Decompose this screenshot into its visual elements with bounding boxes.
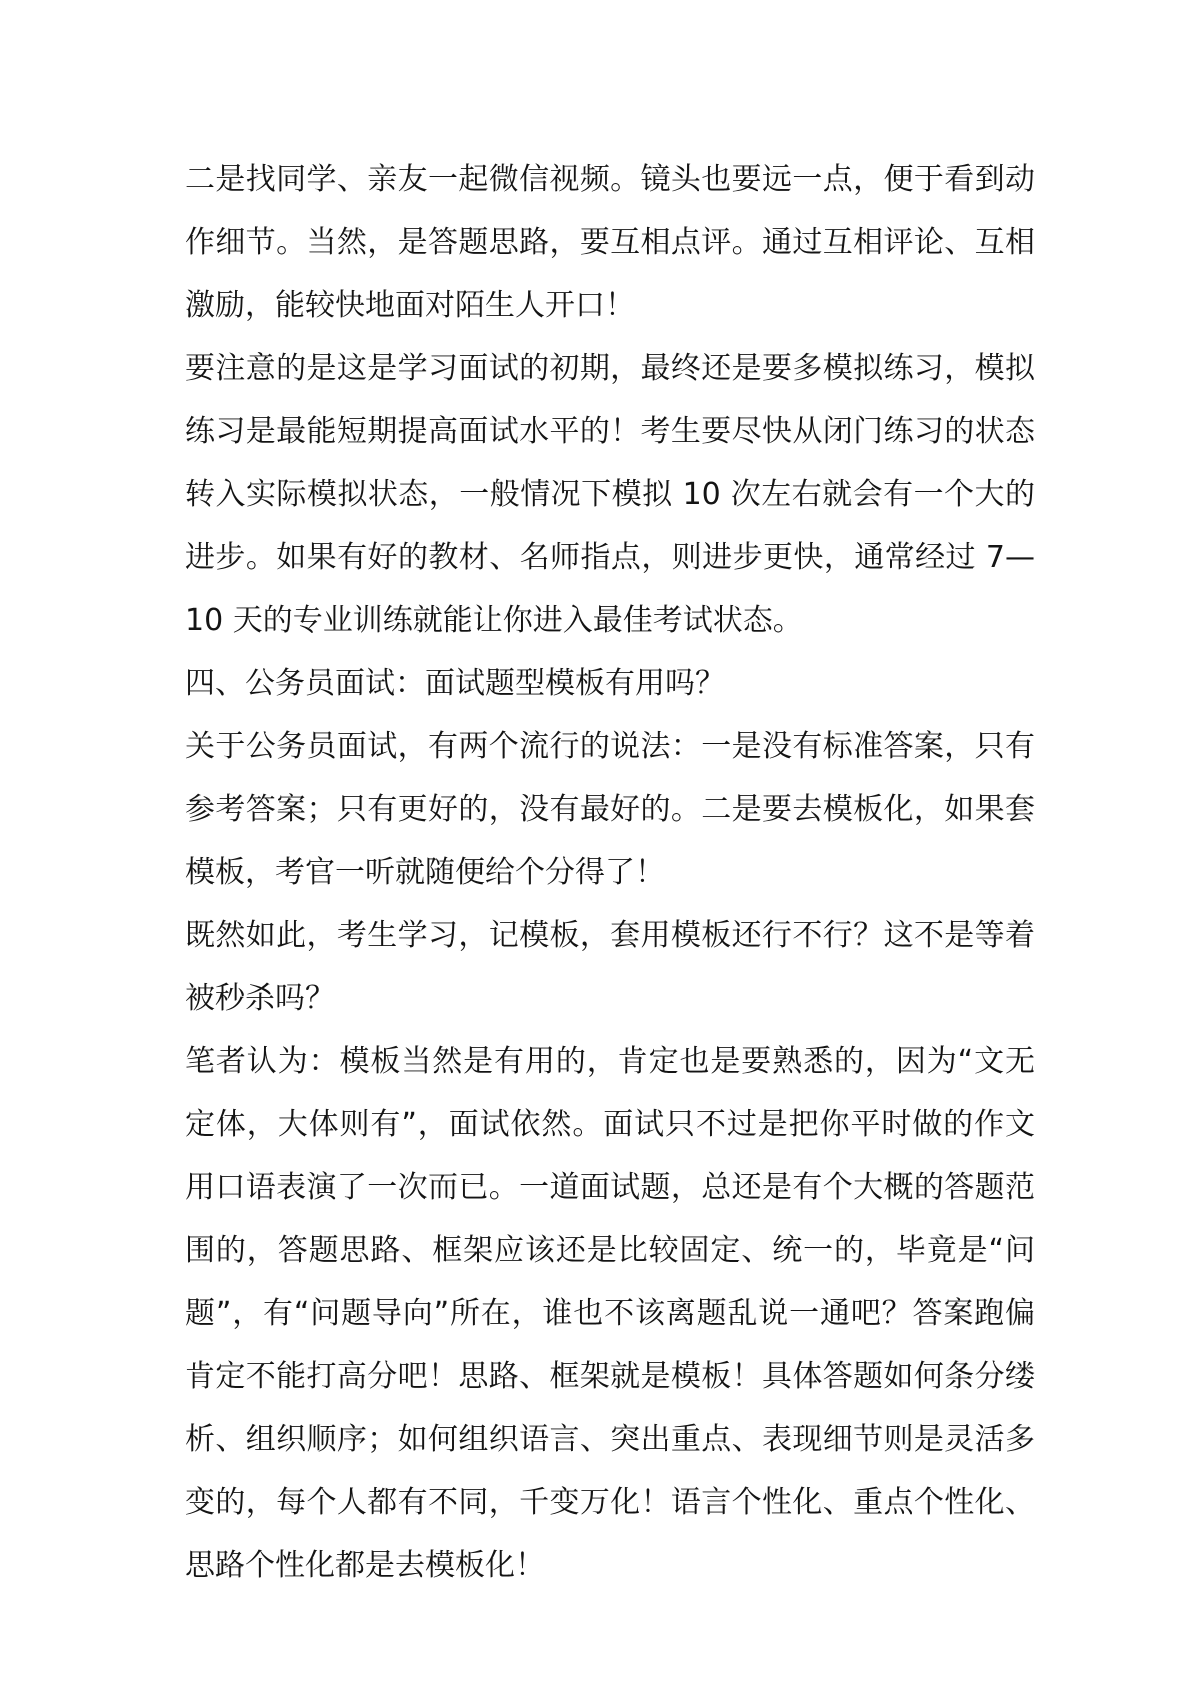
paragraph-question: 既然如此，考生学习，记模板，套用模板还行不行？这不是等着被秒杀吗？ <box>185 918 1035 1016</box>
paragraph-two-sayings: 关于公务员面试，有两个流行的说法：一是没有标准答案，只有参考答案；只有更好的，没有最好的。二是要去模板化，如果套模板，考官一听就随便给个分得了！ <box>185 729 1035 890</box>
paragraph-author-view: 笔者认为：模板当然是有用的，肯定也是要熟悉的，因为“文无定体，大体则有”，面试依然。面试只不过是把你平时做的作文用口语表演了一次而已。一道面试题，总还是有个大概的答题范围的，答题思路、框架应该还是比较固定、统一的，毕竟是“问题”，有“问题导向”所在，谁也不该离题乱说一通吧？答案跑偏肯定不能打高分吧！思路、框架就是模板！具体答题如何条分缕析、组织顺序；如何组织语言、突出重点、表现细节则是灵活多变的，每个人都有不同，千变万化！语言个性化、重点个性化、思路个性化都是去模板化！ <box>185 1044 1035 1583</box>
document-body <box>185 148 1035 1597</box>
section-heading-templates: 四、公务员面试：面试题型模板有用吗？ <box>185 666 725 701</box>
paragraph-practice-with-friends: 二是找同学、亲友一起微信视频。镜头也要远一点，便于看到动作细节。当然，是答题思路，要互相点评。通过互相评论、互相激励，能较快地面对陌生人开口！ <box>185 162 1035 323</box>
paragraph-mock-practice: 要注意的是这是学习面试的初期，最终还是要多模拟练习，模拟练习是最能短期提高面试水平的！考生要尽快从闭门练习的状态转入实际模拟状态，一般情况下模拟 10 次左右就会有一个大的进步。如果有好的教材、名师指点，则进步更快，通常经过 7—10 天的专业训练就能让你进入最佳考试状态。 <box>185 351 1035 638</box>
